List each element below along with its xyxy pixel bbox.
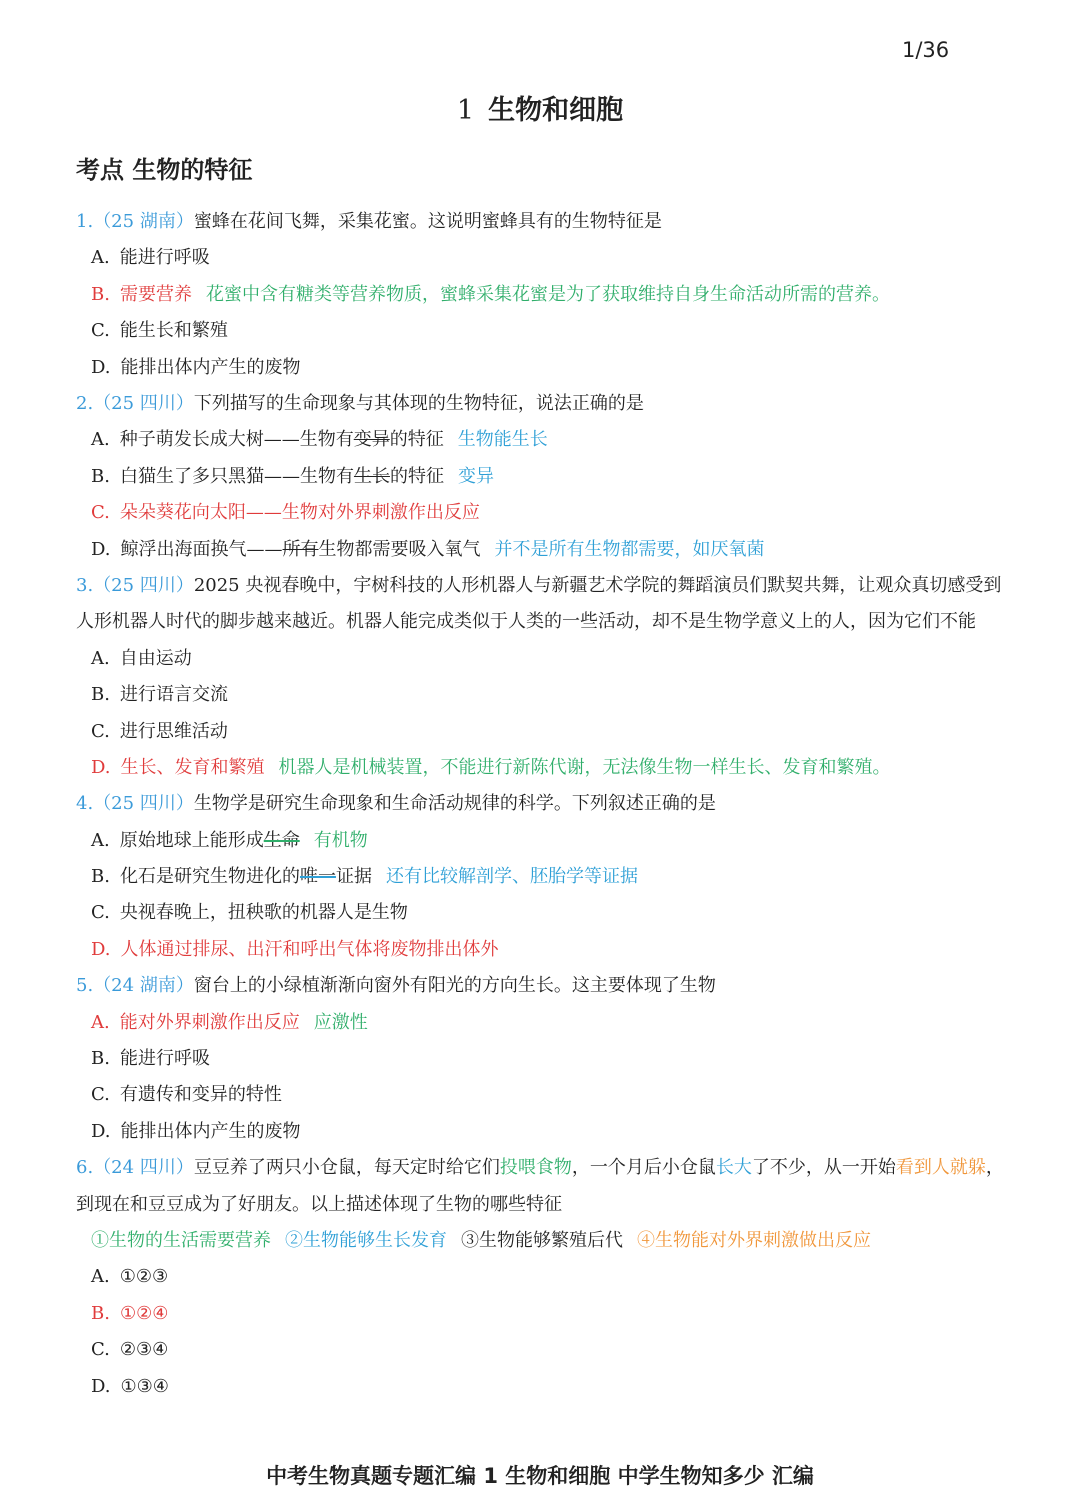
option-text: 能进行呼吸 <box>119 247 210 269</box>
page-title <box>0 88 1080 127</box>
option-b-answer: B. 需要营养 花蜜中含有糖类等营养物质，蜜蜂采集花蜜是为了获取维持自身生命活动所需的营养。 <box>91 283 890 305</box>
option-text: 进行思维活动 <box>119 720 228 742</box>
option-b: B. 进行语言交流 <box>91 684 228 706</box>
option-c: C. 央视春晚上，扭秧歌的机器人是生物 <box>91 902 408 924</box>
question-text: 豆豆养了两只小仓鼠，每天定时给它们 <box>193 1157 500 1179</box>
struck-text: 生长 <box>353 465 390 487</box>
question-text: 2025 央视春晚中，宇树科技的人形机器人与新疆艺术学院的舞蹈演员们默契共舞，让观众真切感受到人形机器人时代的脚步越来越近。机器人能完成类似于人类的一些活动，却不是生物学意义上的人，因为它们不能 <box>76 574 1002 633</box>
chapter-title: 生物和细胞 <box>488 95 624 126</box>
feature-item-4: ④生物能对外界刺激做出反应 <box>637 1230 871 1251</box>
option-text: 能排出体内产生的废物 <box>120 356 301 378</box>
question-source: （25 四川） <box>93 392 194 414</box>
answer-note: 并不是所有生物都需要，如厌氧菌 <box>494 538 765 560</box>
feature-item-1: ①生物的生活需要营养 <box>91 1230 271 1251</box>
page-footer: 中考生物真题专题汇编 1 生物和细胞 中学生物知多少 汇编 <box>266 1464 814 1488</box>
option-text: 原始地球上能形成 <box>119 829 264 851</box>
option-d-answer: D. 生长、发育和繁殖 机器人是机械装置，不能进行新陈代谢，无法像生物一样生长、发育和繁殖。 <box>91 756 891 778</box>
answer-note: 变异 <box>457 465 494 487</box>
question-source: （25 四川） <box>93 793 194 815</box>
option-text: 央视春晚上，扭秧歌的机器人是生物 <box>119 902 408 924</box>
option-b: B. 白猫生了多只黑猫——生物有生长的特征 变异 <box>91 465 494 487</box>
question-number: 4. <box>76 793 94 815</box>
answer-note: 机器人是机械装置，不能进行新陈代谢，无法像生物一样生长、发育和繁殖。 <box>278 756 891 778</box>
option-text: 朵朵葵花向太阳——生物对外界刺激作出反应 <box>119 502 480 524</box>
question-text: ，到现在和豆豆成为了好朋友。以上描述体现了生物的哪些特征 <box>76 1157 1004 1215</box>
option-d: D. 能排出体内产生的废物 <box>91 1120 301 1142</box>
question-stem <box>76 1150 1011 1223</box>
option-d: D. ①③④ <box>91 1375 169 1397</box>
option-text-end: 的特征 <box>389 465 444 487</box>
option-c: C. 能生长和繁殖 <box>91 320 228 342</box>
question-source: （25 四川） <box>93 574 194 596</box>
option-a: A. 能进行呼吸 <box>91 247 210 269</box>
question-stem <box>76 568 1011 641</box>
answer-note: 花蜜中含有糖类等营养物质，蜜蜂采集花蜜是为了获取维持自身生命活动所需的营养。 <box>205 283 890 305</box>
option-b: B. 化石是研究生物进化的唯一证据 还有比较解剖学、胚胎学等证据 <box>91 866 638 888</box>
option-b: B. 能进行呼吸 <box>91 1048 210 1070</box>
question-text: 了不少，从一开始 <box>751 1157 896 1179</box>
option-d: D. 鲸浮出海面换气——所有生物都需要吸入氧气 并不是所有生物都需要，如厌氧菌 <box>91 538 765 560</box>
question-number: 3. <box>76 574 94 596</box>
option-text: ②③④ <box>119 1339 169 1361</box>
option-a: A. 原始地球上能形成生命 有机物 <box>91 829 368 851</box>
option-text: 鲸浮出海面换气—— <box>120 538 283 560</box>
option-text: 人体通过排尿、出汗和呼出气体将废物排出体外 <box>120 938 499 960</box>
question-text: 窗台上的小绿植渐渐向窗外有阳光的方向生长。这主要体现了生物 <box>193 975 716 997</box>
question-source: （25 湖南） <box>93 211 194 232</box>
highlight-response: 看到人就躲 <box>895 1157 986 1179</box>
option-a: A. 自由运动 <box>91 647 192 669</box>
chapter-number: 1 <box>456 95 475 126</box>
answer-note: 还有比较解剖学、胚胎学等证据 <box>385 866 638 888</box>
option-c: C. 有遗传和变异的特性 <box>91 1084 282 1106</box>
question-list <box>76 204 1011 1405</box>
answer-note: 有机物 <box>313 829 368 851</box>
option-text: 需要营养 <box>119 283 192 305</box>
struck-text: 所有 <box>282 538 319 560</box>
option-text: 能生长和繁殖 <box>119 320 228 342</box>
option-d: D. 能排出体内产生的废物 <box>91 356 301 378</box>
question-text: 下列描写的生命现象与其体现的生物特征，说法正确的是 <box>193 392 644 414</box>
option-d-answer: D. 人体通过排尿、出汗和呼出气体将废物排出体外 <box>91 938 499 960</box>
question-number: 6. <box>76 1157 94 1179</box>
page-number: 1/36 <box>902 38 950 62</box>
option-text: 自由运动 <box>119 647 192 669</box>
option-text-end: 证据 <box>335 866 372 888</box>
option-c-answer: C. 朵朵葵花向太阳——生物对外界刺激作出反应 <box>91 502 480 524</box>
option-text: ①②④ <box>119 1302 169 1324</box>
highlight-growth: 长大 <box>715 1157 752 1179</box>
question-text: ，一个月后小仓鼠 <box>571 1157 716 1179</box>
question-text: 蜜蜂在花间飞舞，采集花蜜。这说明蜜蜂具有的生物特征是 <box>193 211 662 232</box>
struck-text: 变异 <box>353 429 390 451</box>
option-c: C. 进行思维活动 <box>91 720 228 742</box>
section-heading: 考点 生物的特征 <box>76 156 253 184</box>
question-stem <box>76 786 1011 822</box>
question-stem <box>76 204 1011 240</box>
option-text: ①②③ <box>119 1266 169 1288</box>
question-text: 生物学是研究生命现象和生命活动规律的科学。下列叙述正确的是 <box>193 793 716 815</box>
option-text: 种子萌发长成大树——生物有 <box>119 429 354 451</box>
option-text: 有遗传和变异的特性 <box>119 1084 282 1106</box>
option-c: C. ②③④ <box>91 1339 169 1361</box>
question-stem <box>76 386 1011 422</box>
option-text: 生长、发育和繁殖 <box>120 756 265 778</box>
option-text: 能排出体内产生的废物 <box>120 1120 301 1142</box>
option-text-end: 的特征 <box>389 429 444 451</box>
question-stem <box>76 968 1011 1004</box>
option-b-answer: B. ①②④ <box>91 1302 169 1324</box>
option-text: 化石是研究生物进化的 <box>119 866 300 888</box>
option-a: A. ①②③ <box>91 1266 169 1288</box>
option-text: 能进行呼吸 <box>119 1048 210 1070</box>
question-source: （24 湖南） <box>93 975 194 997</box>
feature-item-3: ③生物能够繁殖后代 <box>461 1230 623 1251</box>
feature-item-2: ②生物能够生长发育 <box>285 1230 447 1251</box>
answer-note: 生物能生长 <box>457 429 548 451</box>
option-text: 能对外界刺激作出反应 <box>119 1011 300 1033</box>
answer-note: 应激性 <box>313 1011 368 1033</box>
struck-text: 唯一 <box>299 866 336 888</box>
option-text: 白猫生了多只黑猫——生物有 <box>119 465 354 487</box>
struck-text: 生命 <box>263 829 300 851</box>
option-a-answer: A. 能对外界刺激作出反应 应激性 <box>91 1011 368 1033</box>
option-text: 进行语言交流 <box>119 684 228 706</box>
option-a: A. 种子萌发长成大树——生物有变异的特征 生物能生长 <box>91 429 548 451</box>
question-number: 2. <box>76 392 94 414</box>
highlight-feeding: 投喂食物 <box>499 1157 572 1179</box>
question-source: （24 四川） <box>93 1157 194 1179</box>
option-text-end: 生物都需要吸入氧气 <box>318 538 481 560</box>
question-number: 1. <box>76 211 94 232</box>
question-number: 5. <box>76 975 94 997</box>
option-text: ①③④ <box>120 1375 169 1397</box>
feature-items <box>76 1223 1011 1259</box>
